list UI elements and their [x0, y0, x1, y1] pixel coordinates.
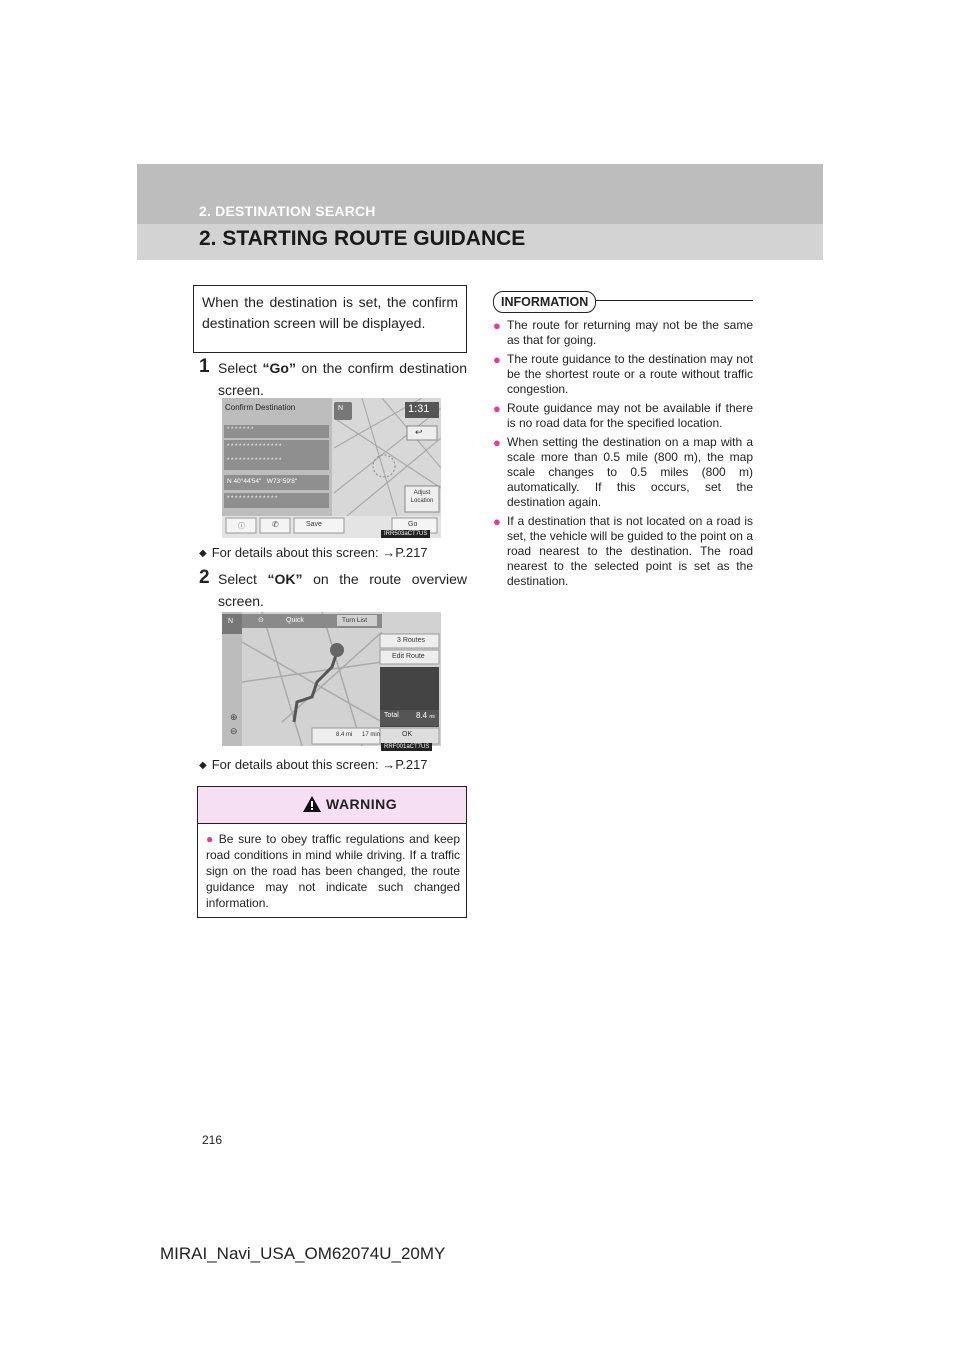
bullet-dot-icon: ●: [493, 318, 501, 333]
route-guidance-icon: ⊙: [258, 617, 264, 624]
page-title: 2. STARTING ROUTE GUIDANCE: [199, 227, 526, 250]
adjust-location-button[interactable]: Adjust Location: [410, 490, 434, 504]
intro-text: When the destination is set, the confirm destination screen will be displayed.: [202, 294, 458, 331]
bullet-text: For details about this screen:: [211, 545, 383, 560]
distance-readout: 8.4 mi: [336, 732, 353, 738]
quick-route-label[interactable]: Quick: [286, 617, 304, 624]
warning-title: WARNING: [326, 796, 398, 812]
information-item: ● Route guidance may not be available if there is no road data for the specified location.: [493, 401, 753, 430]
bullet-dot-icon: ●: [493, 352, 501, 367]
destination-line: * * * * * * * * * * * * * *: [227, 444, 282, 450]
information-list: [493, 318, 753, 593]
information-item: ● The route guidance to the destination may not be the shortest route or a route without traffic congestion.: [493, 352, 753, 396]
details-bullet: [199, 757, 428, 772]
coordinates: N 40°44'54" W73°59'8": [227, 478, 298, 485]
step-text: Select: [218, 360, 263, 376]
step-text: on the route overview screen.: [218, 571, 467, 609]
destination-line: * * * * * * * * * * * * * *: [227, 458, 282, 464]
save-button[interactable]: Save: [306, 521, 322, 528]
document-footer: MIRAI_Navi_USA_OM62074U_20MY: [160, 1244, 446, 1263]
confirm-destination-screenshot: [222, 398, 441, 538]
step-number: 2: [199, 567, 210, 588]
north-icon: N: [338, 405, 344, 412]
back-icon[interactable]: ↩: [415, 427, 423, 437]
warning-box: [197, 786, 467, 918]
bullet-text: For details about this screen:: [211, 757, 383, 772]
warning-triangle-icon: [302, 795, 322, 813]
time-readout: 17 min: [362, 732, 381, 738]
diamond-bullet-icon: ◆: [199, 760, 207, 771]
step-keyword: “Go”: [262, 360, 296, 376]
route-overview-screenshot: [222, 612, 441, 746]
ok-button[interactable]: OK: [402, 731, 413, 738]
step-keyword: “OK”: [267, 571, 303, 587]
warning-text: ● Be sure to obey traffic regulations and keep road conditions in mind while driving. If a traffic sign on the road has been changed, the route guidance may not indicate such changed information.: [206, 832, 460, 910]
destination-line: * * * * * * * * * * * * *: [227, 496, 278, 502]
north-icon: N: [228, 618, 234, 625]
step-number: 1: [199, 356, 210, 377]
edit-route-button[interactable]: Edit Route: [392, 653, 425, 660]
total-label: Total: [384, 712, 399, 719]
turn-list-button[interactable]: Turn List: [342, 617, 368, 624]
page-reference-link[interactable]: →P.217: [382, 545, 428, 560]
zoom-out-icon[interactable]: ⊖: [230, 726, 238, 736]
information-item: ● When setting the destination on a map with a scale more than 0.5 mile (800 m), the map scale changes to 0.5 miles (800 m) automatically. If this occurs, set the destination again.: [493, 435, 753, 509]
phone-icon[interactable]: ✆: [272, 520, 279, 529]
information-item: ● If a destination that is not located on a road is set, the vehicle will be guided to the point on a road nearest to the destination. The road nearest to the selected point is set as the destination.: [493, 514, 753, 588]
image-id-label: RRF001aCT7US: [381, 743, 432, 751]
diamond-bullet-icon: ◆: [199, 548, 207, 559]
section-label: 2. DESTINATION SEARCH: [199, 203, 376, 219]
bullet-dot-icon: ●: [493, 435, 501, 450]
intro-box: [193, 285, 467, 353]
information-item: ● The route for returning may not be the same as that for going.: [493, 318, 753, 347]
details-bullet: [199, 545, 428, 560]
zoom-in-icon[interactable]: ⊕: [230, 712, 238, 722]
bullet-dot-icon: ●: [493, 401, 501, 416]
step-2: [199, 568, 467, 612]
step-text: Select: [218, 571, 268, 587]
warning-header: [198, 787, 466, 824]
step-text: on the confirm destination screen.: [218, 360, 467, 398]
screen1-title: Confirm Destination: [225, 403, 296, 412]
destination-line: * * * * * * *: [227, 427, 254, 433]
information-badge: INFORMATION: [493, 291, 596, 313]
page-number: 216: [202, 1133, 223, 1147]
total-value: 8.4 mi: [416, 711, 435, 720]
bullet-dot-icon: ●: [206, 832, 215, 846]
info-icon[interactable]: ⓘ: [238, 523, 245, 530]
three-routes-button[interactable]: 3 Routes: [397, 637, 426, 644]
screen1-time: 1:31: [408, 403, 430, 415]
screen2-graphic: [222, 612, 441, 746]
step-1: [199, 357, 467, 401]
page-reference-link[interactable]: →P.217: [382, 757, 428, 772]
bullet-dot-icon: ●: [493, 514, 501, 529]
image-id-label: IRR503aCT7US: [381, 530, 430, 538]
screen1-graphic: [222, 398, 441, 538]
go-button[interactable]: Go: [408, 521, 418, 528]
